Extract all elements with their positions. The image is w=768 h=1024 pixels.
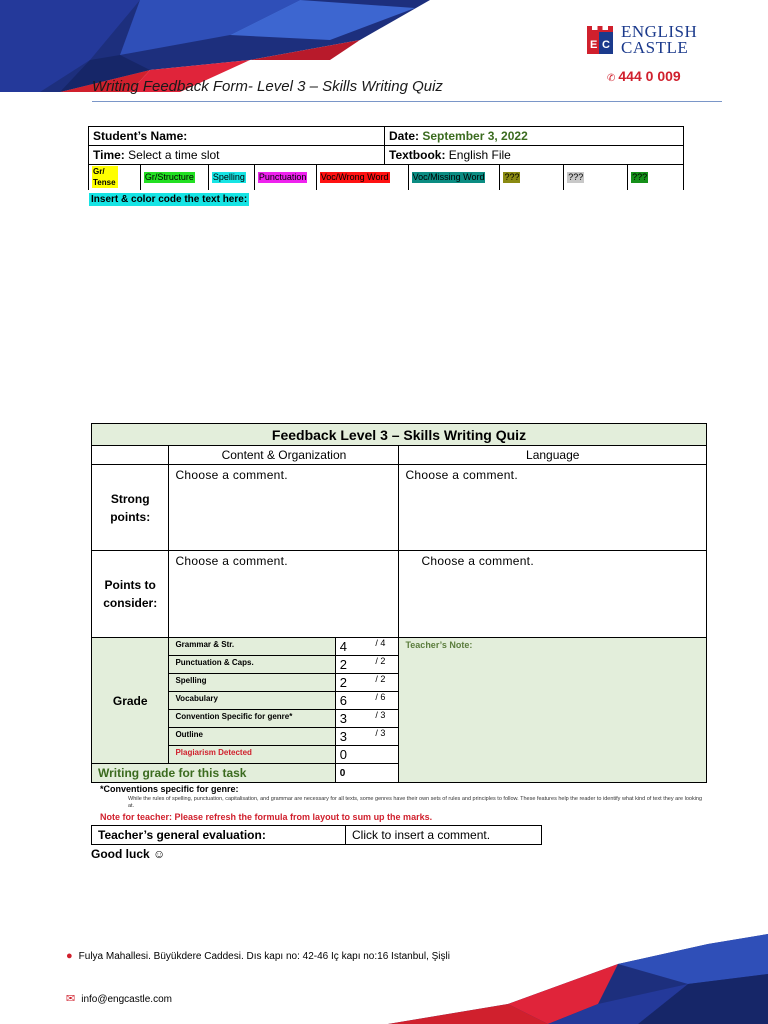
grade-criterion: Convention Specific for genre* <box>169 710 335 728</box>
color-code-cell <box>408 164 500 190</box>
color-code-legend <box>88 164 684 190</box>
color-code-cell <box>140 164 208 190</box>
grade-score[interactable]: 0 <box>335 746 369 764</box>
color-code-tag: Voc/Missing Word <box>412 171 485 182</box>
points-to-consider-label: Points to consider: <box>92 551 169 638</box>
general-evaluation-label: Teacher’s general evaluation: <box>92 826 346 845</box>
grade-score[interactable]: 4 <box>335 638 369 656</box>
student-info-table <box>88 126 684 165</box>
grade-criterion: Vocabulary <box>169 692 335 710</box>
good-luck-text: Good luck ☺ <box>91 847 166 861</box>
grade-row <box>92 638 707 656</box>
grade-score[interactable]: 2 <box>335 656 369 674</box>
points-content-comment[interactable]: Choose a comment. <box>169 551 399 638</box>
grade-max: / 2 <box>369 656 399 674</box>
feedback-table <box>91 423 707 783</box>
color-code-cell <box>254 164 316 190</box>
color-code-tag: Gr/ Tense <box>92 166 118 188</box>
teacher-formula-note: Note for teacher: Please refresh the formula from layout to sum up the marks. <box>100 812 433 822</box>
color-code-cell <box>89 164 141 190</box>
page-title: Writing Feedback Form- Level 3 – Skills Writing Quiz <box>92 78 443 95</box>
general-evaluation-comment[interactable]: Click to insert a comment. <box>346 826 542 845</box>
writing-grade-label: Writing grade for this task <box>92 764 336 783</box>
grade-criterion: Punctuation & Caps. <box>169 656 335 674</box>
brand-line-1: ENGLISH <box>621 22 698 41</box>
conventions-title: *Conventions specific for genre: <box>100 784 239 794</box>
color-code-tag: ??? <box>632 171 648 182</box>
brand-line-2: CASTLE <box>621 38 689 57</box>
student-name-field[interactable]: Student’s Name: <box>89 127 385 146</box>
svg-text:C: C <box>602 39 610 51</box>
svg-text:E: E <box>590 39 598 51</box>
color-code-tag: Voc/Wrong Word <box>320 171 389 182</box>
grade-score[interactable]: 3 <box>335 710 369 728</box>
footer-decoration <box>388 934 768 1024</box>
strong-points-label: Strong points: <box>92 465 169 551</box>
points-language-comment[interactable]: Choose a comment. <box>399 551 707 638</box>
phone-icon: ✆ <box>607 73 616 84</box>
color-code-cell <box>564 164 628 190</box>
color-code-tag: ??? <box>504 171 520 182</box>
brand-name <box>621 24 697 56</box>
color-code-cell <box>500 164 564 190</box>
teacher-note-box[interactable]: Teacher’s Note: <box>399 638 707 783</box>
content-organization-header: Content & Organization <box>169 446 399 465</box>
grade-max: / 3 <box>369 710 399 728</box>
grade-score[interactable]: 3 <box>335 728 369 746</box>
grade-max: / 2 <box>369 674 399 692</box>
color-code-tag: ??? <box>568 171 584 182</box>
grade-max: / 6 <box>369 692 399 710</box>
grade-criterion: Grammar & Str. <box>169 638 335 656</box>
textbook-field: Textbook: English File <box>385 146 684 165</box>
title-divider <box>92 101 722 102</box>
feedback-title: Feedback Level 3 – Skills Writing Quiz <box>92 424 707 446</box>
time-slot-select[interactable]: Select a time slot <box>128 148 220 162</box>
time-field[interactable]: Time: Select a time slot <box>89 146 385 165</box>
location-pin-icon: ● <box>66 950 73 962</box>
writing-grade-value: 0 <box>335 764 399 783</box>
color-code-cell <box>316 164 408 190</box>
language-header: Language <box>399 446 707 465</box>
strong-language-comment[interactable]: Choose a comment. <box>399 465 707 551</box>
color-code-cell <box>208 164 254 190</box>
date-value[interactable]: September 3, 2022 <box>422 129 528 143</box>
general-evaluation-table <box>91 825 542 845</box>
color-code-tag: Gr/Structure <box>144 171 194 182</box>
grade-max <box>369 746 399 764</box>
grade-max: / 4 <box>369 638 399 656</box>
grade-max: / 3 <box>369 728 399 746</box>
grade-criterion: Spelling <box>169 674 335 692</box>
color-code-tag: Spelling <box>212 171 245 182</box>
grade-criterion: Plagiarism Detected <box>169 746 335 764</box>
grade-criterion: Outline <box>169 728 335 746</box>
conventions-description: While the rules of spelling, punctuation, capitalisation, and grammar are necessary for all texts, some genres have their own sets of rules and principles to follow. These features help the reader to identify what kind of text they are looking at. <box>128 796 703 809</box>
brand-logo <box>585 24 725 84</box>
strong-content-comment[interactable]: Choose a comment. <box>169 465 399 551</box>
footer-address: ● Fulya Mahallesi. Büyükdere Caddesi. Dıs kapı no: 42-46 Iç kapı no:16 Istanbul, Şişli <box>66 950 450 962</box>
date-field[interactable]: Date: September 3, 2022 <box>385 127 684 146</box>
insert-text-hint[interactable]: Insert & color code the text here: <box>91 194 248 205</box>
grade-label: Grade <box>92 638 169 764</box>
castle-shield-icon <box>585 26 615 56</box>
color-code-tag: Punctuation <box>258 171 307 182</box>
phone-number: ✆ 444 0 009 <box>607 68 681 84</box>
grade-score[interactable]: 6 <box>335 692 369 710</box>
color-code-cell <box>628 164 684 190</box>
email-icon: ✉ <box>66 993 76 1005</box>
grade-score[interactable]: 2 <box>335 674 369 692</box>
footer-email[interactable]: ✉ info@engcastle.com <box>66 993 172 1005</box>
